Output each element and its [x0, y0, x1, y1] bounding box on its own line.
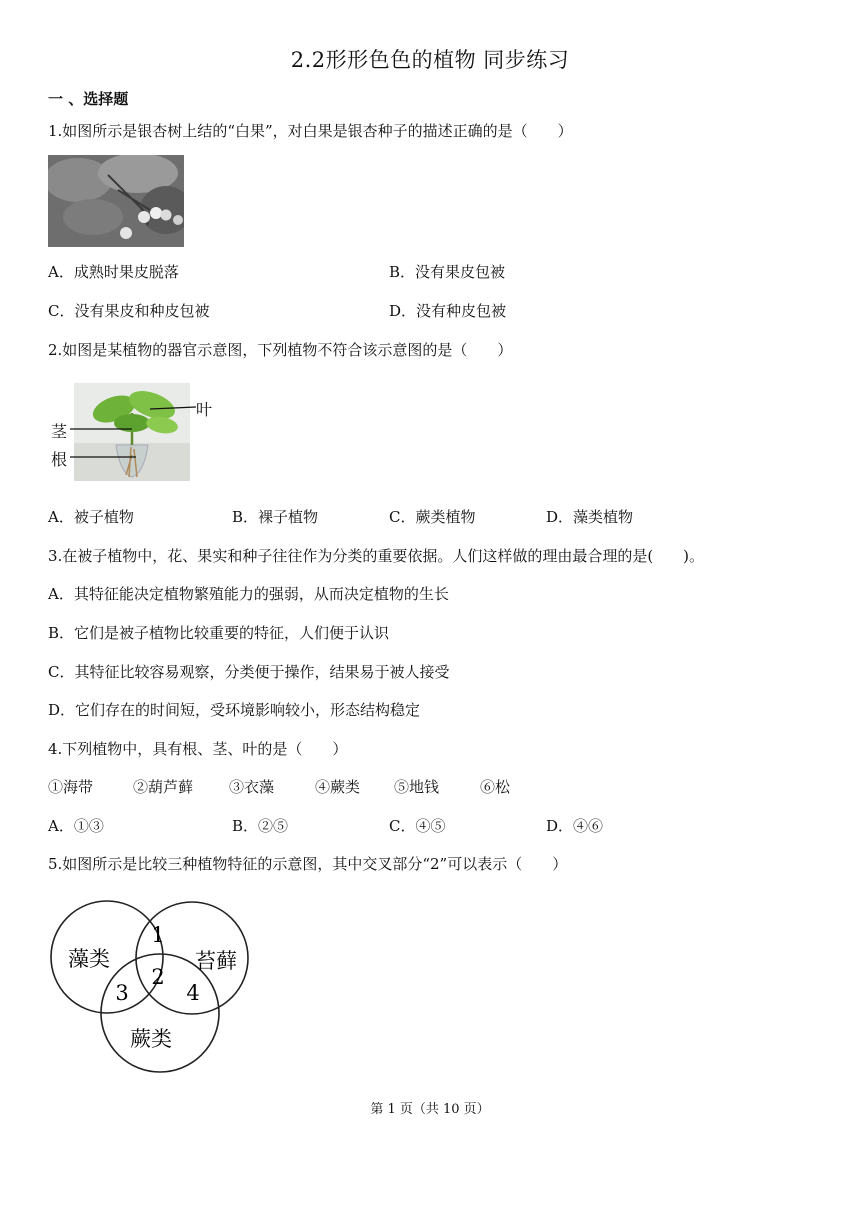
section-heading: 一 、选择题 — [48, 90, 129, 108]
question-3-stem: 3.在被子植物中，花、果实和种子往往作为分类的重要依据。人们这样做的理由最合理的是( )。 — [48, 547, 705, 565]
page-title: 2.2形形色色的植物 同步练习 — [290, 48, 570, 72]
q1-option-b: B．没有果皮包被 — [389, 263, 506, 281]
q3-option-a: A．其特征能决定植物繁殖能力的强弱，从而决定植物的生长 — [48, 585, 449, 603]
q4-item-6: ⑥松 — [480, 778, 511, 796]
q3-option-c: C．其特征比较容易观察，分类便于操作，结果易于被人接受 — [48, 663, 450, 681]
q4-item-5: ⑤地钱 — [394, 778, 440, 796]
q4-option-b: B．②⑤ — [232, 817, 289, 835]
label-leaf: 叶 — [196, 400, 213, 419]
venn-label-moss: 苔藓 — [195, 949, 237, 973]
q4-option-c: C．④⑤ — [389, 817, 446, 835]
venn-region-3: 3 — [115, 981, 129, 1005]
q2-option-d: D．藻类植物 — [546, 508, 634, 526]
q4-item-4: ④蕨类 — [315, 778, 361, 796]
q3-option-d: D．它们存在的时间短，受环境影响较小，形态结构稳定 — [48, 701, 421, 719]
q1-option-a: A．成熟时果皮脱落 — [48, 263, 179, 281]
venn-region-4: 4 — [186, 981, 200, 1005]
q4-item-2: ②葫芦藓 — [133, 778, 194, 796]
q2-option-c: C．蕨类植物 — [389, 508, 476, 526]
q1-option-d: D．没有种皮包被 — [389, 302, 507, 320]
question-4-stem: 4.下列植物中，具有根、茎、叶的是（ ） — [48, 740, 348, 758]
q4-item-3: ③衣藻 — [229, 778, 275, 796]
q1-option-c: C．没有果皮和种皮包被 — [48, 302, 210, 320]
q4-option-a: A．①③ — [48, 817, 104, 835]
q2-option-b: B．裸子植物 — [232, 508, 319, 526]
question-2-stem: 2.如图是某植物的器官示意图，下列植物不符合该示意图的是（ ） — [48, 341, 513, 359]
venn-label-algae: 藻类 — [68, 947, 110, 971]
venn-region-2: 2 — [151, 965, 165, 989]
label-stem: 茎 — [51, 422, 68, 441]
ginkgo-photo — [48, 155, 184, 247]
page-footer: 第 1 页（共 10 页） — [370, 1102, 490, 1117]
question-5-stem: 5.如图所示是比较三种植物特征的示意图，其中交叉部分“2”可以表示（ ） — [48, 855, 568, 873]
label-root: 根 — [51, 450, 68, 469]
q2-option-a: A．被子植物 — [48, 508, 134, 526]
q3-option-b: B．它们是被子植物比较重要的特征，人们便于认识 — [48, 624, 390, 642]
q4-item-1: ①海带 — [48, 778, 94, 796]
venn-label-fern: 蕨类 — [130, 1027, 172, 1051]
question-1-stem: 1.如图所示是银杏树上结的“白果”，对白果是银杏种子的描述正确的是（ ） — [48, 122, 573, 140]
q4-option-d: D．④⑥ — [546, 817, 604, 835]
venn-region-1: 1 — [151, 923, 165, 947]
venn-diagram — [48, 896, 258, 1076]
